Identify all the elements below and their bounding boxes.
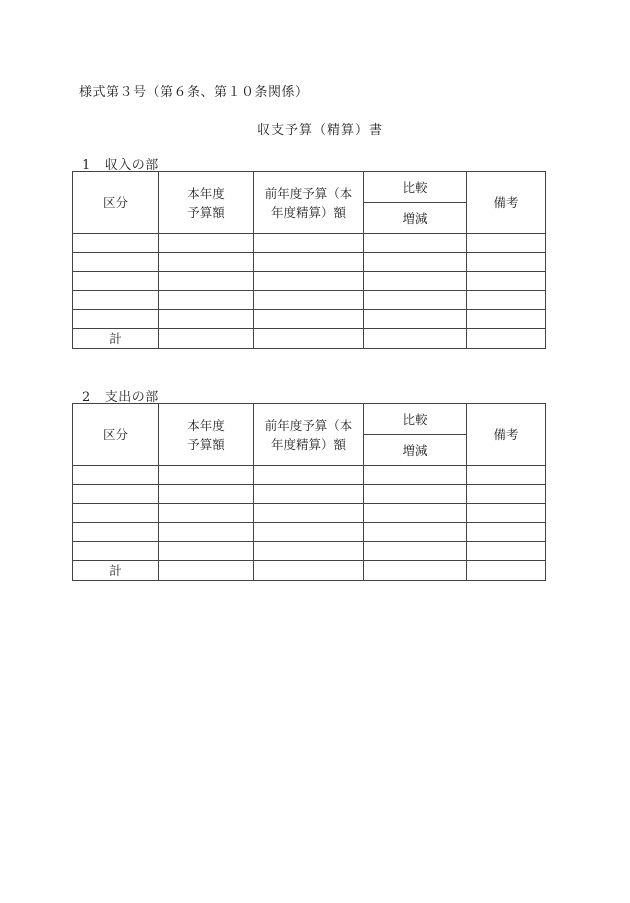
table-row <box>73 234 546 253</box>
cell[interactable] <box>159 253 254 272</box>
cell[interactable] <box>254 234 364 253</box>
cell[interactable] <box>159 466 254 485</box>
page-title: 収支予算（精算）書 <box>256 123 383 138</box>
cell[interactable] <box>254 291 364 310</box>
cell[interactable] <box>73 485 159 504</box>
cell[interactable] <box>254 272 364 291</box>
total-row <box>73 329 546 349</box>
form-id: 様式第３号（第６条、第１０条関係） <box>79 85 309 100</box>
total-label: 計 <box>73 561 159 581</box>
cell[interactable] <box>254 466 364 485</box>
header-remarks: 備考 <box>467 404 546 466</box>
cell[interactable] <box>73 310 159 329</box>
section-number: 1 <box>82 158 91 173</box>
cell[interactable] <box>73 291 159 310</box>
expenditure-table <box>72 403 546 581</box>
cell[interactable] <box>254 485 364 504</box>
cell[interactable] <box>254 329 364 349</box>
section-number: 2 <box>82 390 91 405</box>
cell[interactable] <box>159 234 254 253</box>
total-label: 計 <box>73 329 159 349</box>
cell[interactable] <box>364 329 467 349</box>
table-row <box>73 542 546 561</box>
cell[interactable] <box>73 272 159 291</box>
header-change: 増減 <box>364 203 467 234</box>
cell[interactable] <box>364 485 467 504</box>
cell[interactable] <box>73 234 159 253</box>
cell[interactable] <box>467 291 546 310</box>
cell[interactable] <box>467 310 546 329</box>
cell[interactable] <box>254 504 364 523</box>
header-previous-budget: 前年度予算（本 年度精算）額 <box>254 404 364 466</box>
header-comparison: 比較 <box>364 404 467 435</box>
cell[interactable] <box>159 291 254 310</box>
cell[interactable] <box>467 329 546 349</box>
table-row <box>73 253 546 272</box>
cell[interactable] <box>364 291 467 310</box>
cell[interactable] <box>73 253 159 272</box>
cell[interactable] <box>467 234 546 253</box>
cell[interactable] <box>467 253 546 272</box>
table-row <box>73 504 546 523</box>
cell[interactable] <box>467 542 546 561</box>
header-current-budget: 本年度 予算額 <box>159 404 254 466</box>
header-category: 区分 <box>73 404 159 466</box>
table-row <box>73 272 546 291</box>
table-row <box>73 523 546 542</box>
header-current-budget: 本年度 予算額 <box>159 172 254 234</box>
header-category: 区分 <box>73 172 159 234</box>
header-previous-budget: 前年度予算（本 年度精算）額 <box>254 172 364 234</box>
cell[interactable] <box>159 561 254 581</box>
cell[interactable] <box>159 542 254 561</box>
table-row <box>73 310 546 329</box>
cell[interactable] <box>159 329 254 349</box>
cell[interactable] <box>364 310 467 329</box>
cell[interactable] <box>364 561 467 581</box>
cell[interactable] <box>467 523 546 542</box>
table-row <box>73 466 546 485</box>
cell[interactable] <box>254 310 364 329</box>
cell[interactable] <box>467 272 546 291</box>
cell[interactable] <box>254 542 364 561</box>
cell[interactable] <box>159 485 254 504</box>
cell[interactable] <box>467 485 546 504</box>
section-label: 収入の部 <box>104 158 159 173</box>
cell[interactable] <box>159 523 254 542</box>
cell[interactable] <box>159 272 254 291</box>
cell[interactable] <box>73 542 159 561</box>
table-row <box>73 291 546 310</box>
cell[interactable] <box>364 504 467 523</box>
cell[interactable] <box>364 234 467 253</box>
cell[interactable] <box>364 466 467 485</box>
cell[interactable] <box>467 561 546 581</box>
income-table <box>72 171 546 349</box>
cell[interactable] <box>254 523 364 542</box>
header-change: 増減 <box>364 435 467 466</box>
cell[interactable] <box>364 542 467 561</box>
cell[interactable] <box>159 310 254 329</box>
cell[interactable] <box>467 466 546 485</box>
cell[interactable] <box>73 466 159 485</box>
table-row <box>73 485 546 504</box>
cell[interactable] <box>73 504 159 523</box>
cell[interactable] <box>364 523 467 542</box>
header-remarks: 備考 <box>467 172 546 234</box>
cell[interactable] <box>159 504 254 523</box>
cell[interactable] <box>364 272 467 291</box>
section-label: 支出の部 <box>104 390 159 405</box>
cell[interactable] <box>467 504 546 523</box>
header-comparison: 比較 <box>364 172 467 203</box>
cell[interactable] <box>73 523 159 542</box>
total-row <box>73 561 546 581</box>
cell[interactable] <box>364 253 467 272</box>
cell[interactable] <box>254 561 364 581</box>
cell[interactable] <box>254 253 364 272</box>
